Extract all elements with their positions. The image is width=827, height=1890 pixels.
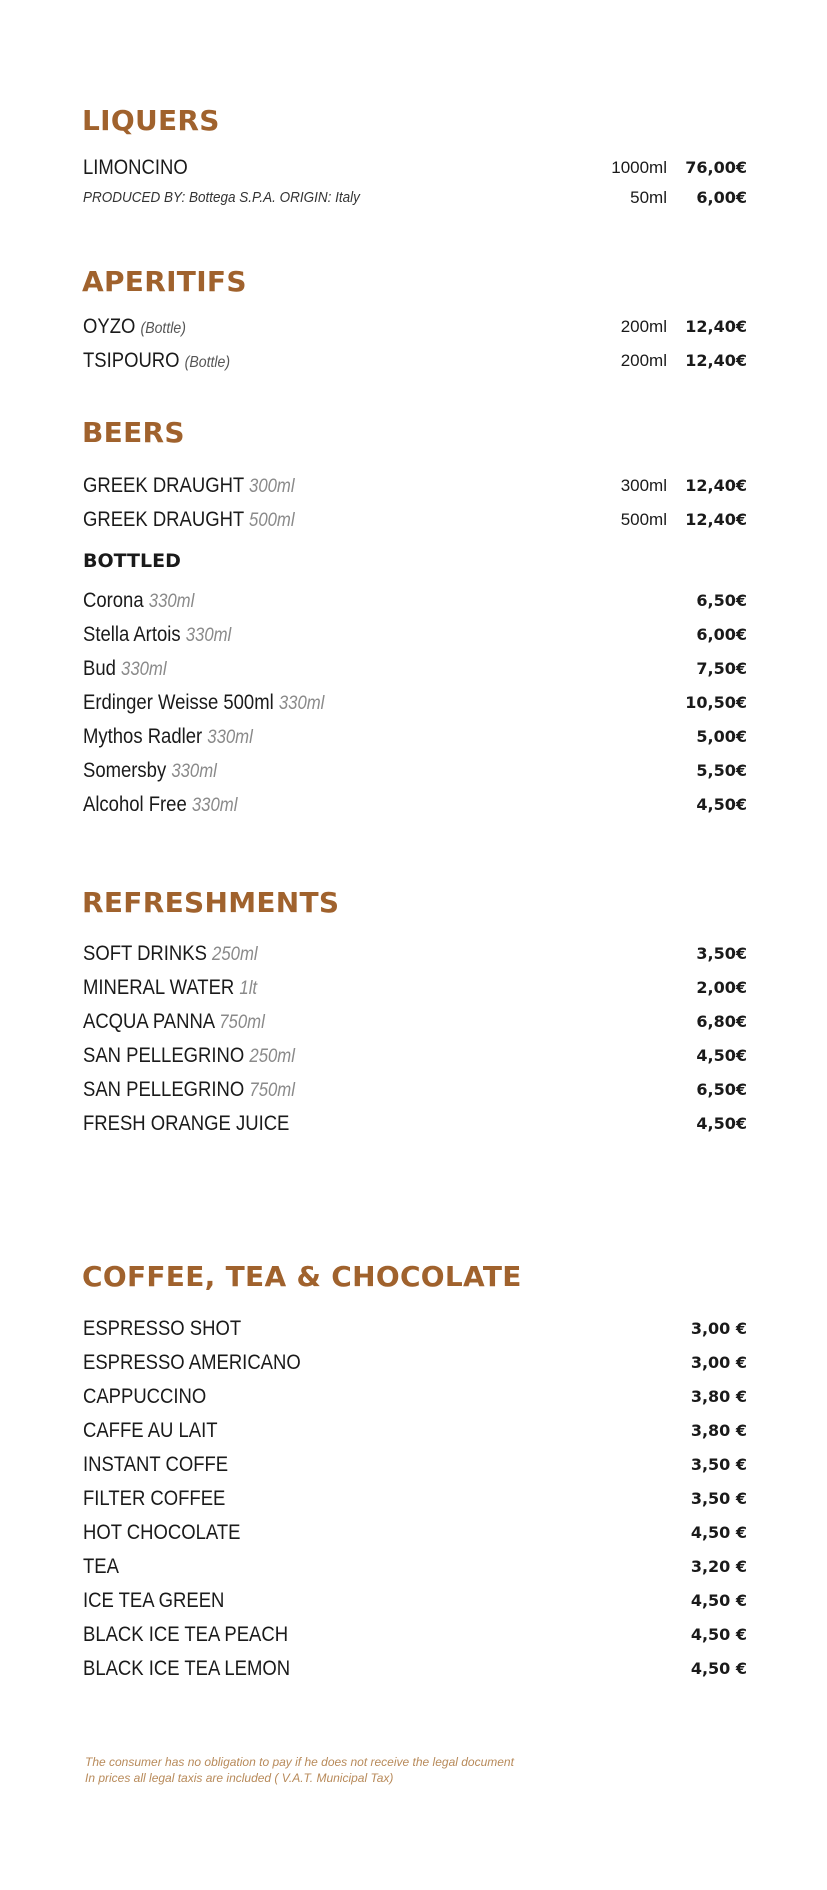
item-volume: 200ml	[620, 317, 667, 336]
item-price: 2,00€	[696, 978, 747, 997]
item-name-wrap	[83, 621, 231, 650]
menu-item	[83, 506, 747, 534]
item-price: 6,80€	[696, 1012, 747, 1031]
item-name: MINERAL WATER	[83, 976, 235, 999]
item-name-wrap	[83, 757, 217, 786]
item-size: 250ml	[249, 1046, 295, 1067]
menu-item	[83, 1315, 747, 1343]
item-volume: 300ml	[620, 476, 667, 495]
item-name: Alcohol Free	[83, 793, 187, 816]
item-size: 500ml	[249, 510, 295, 531]
menu-item	[83, 1621, 747, 1649]
item-name-wrap	[83, 655, 167, 684]
menu-item	[83, 1451, 747, 1479]
item-name: HOT CHOCOLATE	[83, 1521, 241, 1544]
item-price: 3,50 €	[690, 1455, 747, 1474]
menu-item	[83, 154, 747, 182]
item-name: GREEK DRAUGHT	[83, 508, 244, 531]
item-name: CAFFE AU LAIT	[83, 1419, 218, 1442]
menu-item	[83, 1553, 747, 1581]
item-name: ESPRESSO AMERICANO	[83, 1351, 301, 1374]
item-name: SAN PELLEGRINO	[83, 1044, 245, 1067]
section-title-aperitifs: APERITIFS	[82, 265, 247, 298]
item-name: TSIPOURO	[83, 349, 180, 372]
item-price: 3,80 €	[690, 1387, 747, 1406]
item-price: 3,50 €	[690, 1489, 747, 1508]
item-name-wrap	[83, 1008, 265, 1037]
item-size: 250ml	[212, 944, 258, 965]
item-name-wrap	[83, 313, 186, 343]
menu-item	[83, 184, 747, 212]
menu-item	[83, 1042, 747, 1070]
item-name-wrap	[83, 1110, 289, 1139]
subsection-title-bottled: BOTTLED	[83, 550, 181, 572]
menu-item	[83, 1485, 747, 1513]
menu-item	[83, 1417, 747, 1445]
item-name: Somersby	[83, 759, 167, 782]
item-name: Stella Artois	[83, 623, 181, 646]
menu-item	[83, 689, 747, 717]
item-price: 12,40€	[685, 317, 747, 336]
section-title-liquers: LIQUERS	[82, 104, 220, 137]
item-price: 76,00€	[685, 158, 747, 177]
item-price: 3,50€	[696, 944, 747, 963]
item-price: 4,50€	[696, 795, 747, 814]
item-name: GREEK DRAUGHT	[83, 474, 244, 497]
item-name: SAN PELLEGRINO	[83, 1078, 245, 1101]
item-price: 6,00€	[696, 625, 747, 644]
item-price: 4,50€	[696, 1114, 747, 1133]
item-size: 330ml	[207, 727, 253, 748]
item-price: 3,80 €	[690, 1421, 747, 1440]
item-size: 330ml	[185, 625, 232, 646]
item-note: (Bottle)	[184, 354, 231, 371]
item-name-wrap	[83, 974, 257, 1003]
menu-item	[83, 1110, 747, 1138]
item-size: 330ml	[278, 693, 325, 714]
item-price: 3,00 €	[690, 1319, 747, 1338]
item-name: ICE TEA GREEN	[83, 1589, 225, 1612]
item-name-wrap	[83, 1076, 295, 1105]
item-price: 4,50 €	[690, 1523, 747, 1542]
menu-item	[83, 974, 747, 1002]
item-name: INSTANT COFFE	[83, 1453, 229, 1476]
item-price: 6,50€	[696, 1080, 747, 1099]
menu-item	[83, 791, 747, 819]
section-title-coffee: COFFEE, TEA & CHOCOLATE	[82, 1260, 522, 1293]
section-title-refreshments: REFRESHMENTS	[82, 886, 340, 919]
item-name-wrap	[83, 347, 230, 377]
item-name: SOFT DRINKS	[83, 942, 207, 965]
item-name: ESPRESSO SHOT	[83, 1317, 242, 1340]
menu-item	[83, 757, 747, 785]
item-name: CAPPUCCINO	[83, 1385, 207, 1408]
producer-info: PRODUCED BY: Bottega S.P.A. ORIGIN: Italy	[83, 189, 360, 206]
menu-item	[83, 587, 747, 615]
item-price: 12,40€	[685, 476, 747, 495]
menu-item	[83, 1587, 747, 1615]
item-name: BLACK ICE TEA PEACH	[83, 1623, 289, 1646]
item-size: 1lt	[239, 978, 258, 999]
item-note: (Bottle)	[140, 320, 186, 337]
item-name-wrap	[83, 506, 295, 535]
item-size: 330ml	[148, 591, 195, 612]
menu-item	[83, 1349, 747, 1377]
item-price: 12,40€	[685, 510, 747, 529]
item-size: 750ml	[219, 1012, 265, 1033]
menu-item	[83, 1519, 747, 1547]
item-volume: 200ml	[620, 351, 667, 370]
menu-item	[83, 313, 747, 341]
item-size: 750ml	[249, 1080, 295, 1101]
item-name: TEA	[83, 1555, 119, 1578]
item-name-wrap	[83, 791, 237, 820]
item-price: 3,20 €	[690, 1557, 747, 1576]
menu-item	[83, 1008, 747, 1036]
item-name-wrap	[83, 723, 253, 752]
tax-notice: In prices all legal taxis are included ( V.A.T. Municipal Tax)	[85, 1771, 394, 1785]
menu-item	[83, 1383, 747, 1411]
legal-notice: The consumer has no obligation to pay if he does not receive the legal document	[85, 1755, 514, 1769]
item-price: 5,00€	[696, 727, 747, 746]
menu-item	[83, 472, 747, 500]
item-size: 330ml	[171, 761, 217, 782]
item-name: Bud	[83, 657, 116, 680]
item-name: ACQUA PANNA	[83, 1010, 215, 1033]
menu-item	[83, 347, 747, 375]
item-price: 4,50 €	[690, 1625, 747, 1644]
item-price: 4,50 €	[690, 1659, 747, 1678]
item-price: 10,50€	[685, 693, 747, 712]
item-name-wrap	[83, 472, 295, 501]
item-price: 5,50€	[696, 761, 747, 780]
item-price: 4,50 €	[690, 1591, 747, 1610]
menu-item	[83, 723, 747, 751]
menu-item	[83, 940, 747, 968]
section-title-beers: BEERS	[82, 416, 185, 449]
item-price: 4,50€	[696, 1046, 747, 1065]
item-volume: 1000ml	[611, 158, 667, 177]
item-name-wrap	[83, 1042, 295, 1071]
item-name: FILTER COFFEE	[83, 1487, 226, 1510]
item-volume: 500ml	[620, 510, 667, 529]
item-size: 300ml	[249, 476, 295, 497]
item-name: BLACK ICE TEA LEMON	[83, 1657, 291, 1680]
item-size: 330ml	[121, 659, 167, 680]
item-size: 330ml	[191, 795, 238, 816]
item-name-wrap	[83, 940, 258, 969]
item-price: 3,00 €	[690, 1353, 747, 1372]
item-name: Erdinger Weisse 500ml	[83, 691, 274, 714]
item-name: LIMONCINO	[83, 156, 188, 179]
menu-item	[83, 655, 747, 683]
item-name: OYZO	[83, 315, 136, 338]
item-name-wrap	[83, 587, 194, 616]
item-price: 7,50€	[696, 659, 747, 678]
item-name-wrap	[83, 689, 324, 718]
item-name: FRESH ORANGE JUICE	[83, 1112, 290, 1135]
item-price: 6,50€	[696, 591, 747, 610]
menu-item	[83, 1655, 747, 1683]
menu-item	[83, 1076, 747, 1104]
item-name: Corona	[83, 589, 144, 612]
item-volume: 50ml	[630, 188, 667, 207]
item-name: Mythos Radler	[83, 725, 203, 748]
menu-item	[83, 621, 747, 649]
item-price: 6,00€	[696, 188, 747, 207]
item-price: 12,40€	[685, 351, 747, 370]
